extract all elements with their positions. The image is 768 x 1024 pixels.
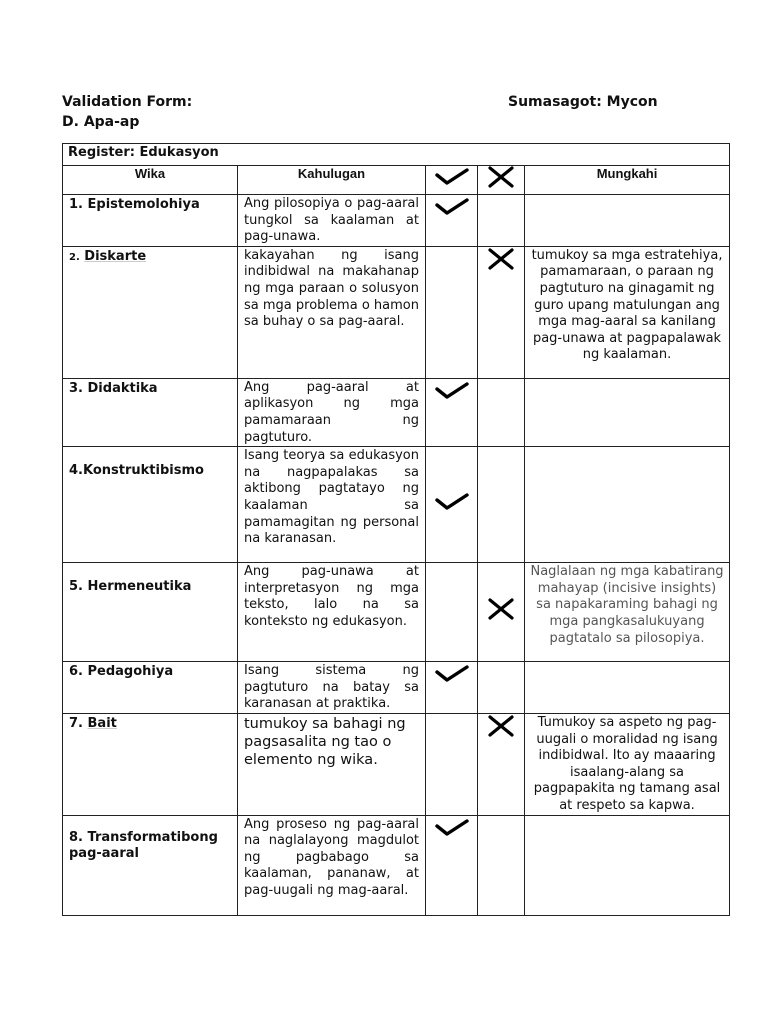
form-title: Validation Form:: [62, 94, 193, 110]
check-icon: [434, 816, 470, 840]
check-cell: [426, 662, 478, 714]
column-header-mungkahi: Mungkahi: [525, 166, 730, 195]
table-row: [63, 662, 730, 714]
term-cell: 4.Konstruktibismo: [63, 447, 238, 563]
definition-cell: tumukoy sa bahagi ng pagsasalita ng tao o elemento ng wika.: [238, 713, 426, 815]
suggestion-cell: [525, 815, 730, 915]
term-number: 2.: [69, 251, 80, 263]
validation-table: [62, 143, 730, 916]
term-cell: 1. Epistemolohiya: [63, 195, 238, 247]
check-icon: [434, 379, 470, 403]
check-icon: [434, 490, 470, 514]
check-cell: [426, 378, 478, 446]
term-cell: [63, 246, 238, 378]
suggestion-cell: [525, 195, 730, 247]
cross-icon: [487, 597, 515, 621]
definition-cell: kakayahan ng isang indibidwal na makahanap ng mga paraan o solusyon sa mga problema o hamon sa buhay o sa pag-aaral.: [238, 246, 426, 378]
table-row: [63, 447, 730, 563]
term-cell: 3. Didaktika: [63, 378, 238, 446]
definition-cell: Isang sistema ng pagtuturo na batay sa karanasan at praktika.: [238, 662, 426, 714]
suggestion-cell: [525, 378, 730, 446]
column-header-kahulugan: Kahulugan: [238, 166, 426, 195]
term-number: 7.: [69, 715, 83, 731]
cross-icon: [487, 247, 515, 271]
table-row: [63, 563, 730, 662]
cross-cell: [478, 563, 525, 662]
table-row: [63, 246, 730, 378]
check-cell: [426, 195, 478, 247]
cross-cell: [478, 447, 525, 563]
cross-icon: [487, 166, 515, 188]
term-cell: [63, 713, 238, 815]
definition-cell: Ang pag-unawa at interpretasyon ng mga teksto, lalo na sa konteksto ng edukasyon.: [238, 563, 426, 662]
definition-cell: Ang pag-aaral at aplikasyon ng mga pamamaraan ng pagtuturo.: [238, 378, 426, 446]
check-cell: [426, 713, 478, 815]
cross-cell: [478, 378, 525, 446]
check-icon: [434, 166, 470, 186]
column-header-check: [426, 166, 478, 195]
table-row: [63, 378, 730, 446]
check-cell: [426, 815, 478, 915]
check-cell: [426, 246, 478, 378]
column-header-cross: [478, 166, 525, 195]
column-header-wika: Wika: [63, 166, 238, 195]
check-icon: [434, 195, 470, 219]
register-row: [63, 144, 730, 166]
column-header-row: [63, 166, 730, 195]
cross-cell: [478, 815, 525, 915]
cross-cell: [478, 662, 525, 714]
cross-icon: [487, 714, 515, 738]
definition-cell: Ang proseso ng pag-aaral na naglalayong magdulot ng pagbabago sa kaalaman, pananaw, at pag-uugali ng mag-aaral.: [238, 815, 426, 915]
suggestion-cell: Naglalaan ng mga kabatirang mahayap (incisive insights) sa napakaraming bahagi ng mga pangkasalukuyang pagtatalo sa pilosopiya.: [525, 563, 730, 662]
check-cell: [426, 447, 478, 563]
table-row: [63, 195, 730, 247]
check-cell: [426, 563, 478, 662]
check-icon: [434, 662, 470, 686]
definition-cell: Isang teorya sa edukasyon na nagpapalakas sa aktibong pagtatayo ng kaalaman sa pamamagitan ng personal na karanasan.: [238, 447, 426, 563]
suggestion-cell: Tumukoy sa aspeto ng pag-uugali o moralidad ng isang indibidwal. Ito ay maaaring isaalang-alang sa pagpapakita ng tamang asal at respeto sa kapwa.: [525, 713, 730, 815]
table-row: [63, 713, 730, 815]
register-title: Register: Edukasyon: [63, 144, 730, 166]
term-cell: 8. Transformatibong pag-aaral: [63, 815, 238, 915]
cross-cell: [478, 713, 525, 815]
form-subtitle: D. Apa-ap: [62, 114, 140, 130]
definition-cell: Ang pilosopiya o pag-aaral tungkol sa kaalaman at pag-unawa.: [238, 195, 426, 247]
cross-cell: [478, 195, 525, 247]
suggestion-cell: [525, 662, 730, 714]
cross-cell: [478, 246, 525, 378]
term-label: Bait: [87, 715, 117, 731]
table-row: [63, 815, 730, 915]
term-label: Diskarte: [84, 248, 147, 264]
term-cell: 5. Hermeneutika: [63, 563, 238, 662]
suggestion-cell: [525, 447, 730, 563]
respondent-label: Sumasagot: Mycon: [508, 94, 658, 110]
suggestion-cell: tumukoy sa mga estratehiya, pamamaraan, o paraan ng pagtuturo na ginagamit ng guro upang matulungan ang mga mag-aaral sa kanilang pag-unawa at pagpapalawak ng kaalaman.: [525, 246, 730, 378]
term-cell: 6. Pedagohiya: [63, 662, 238, 714]
